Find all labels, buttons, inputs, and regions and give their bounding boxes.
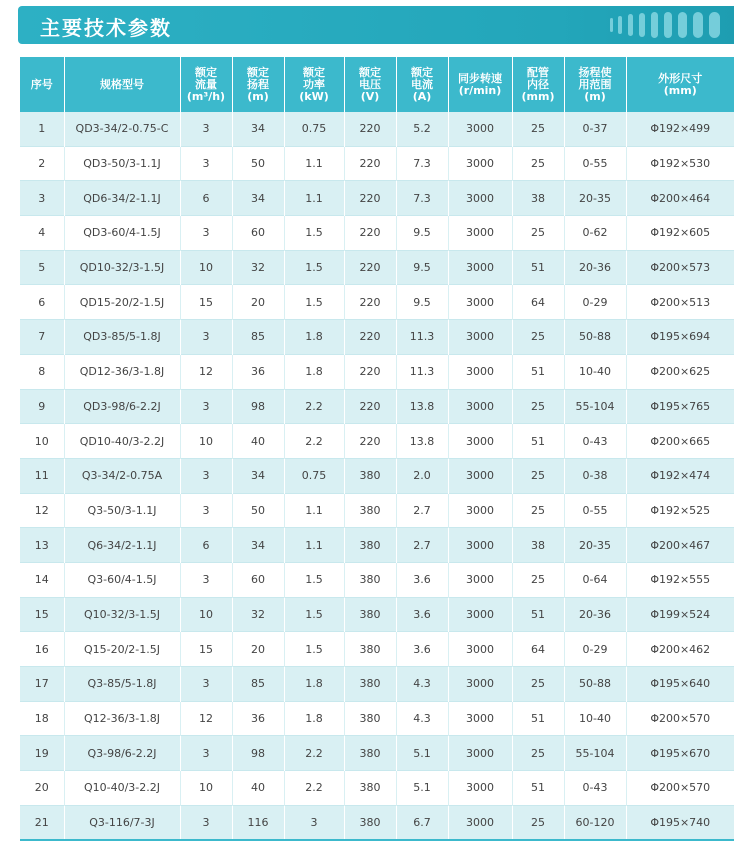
table-cell: 3 <box>180 216 232 251</box>
table-cell: 3000 <box>448 216 512 251</box>
table-cell: Q15-20/2-1.5J <box>64 632 180 667</box>
table-cell: 12 <box>20 493 64 528</box>
table-cell: 0-43 <box>564 771 626 806</box>
table-row <box>20 562 734 597</box>
table-cell: 18 <box>20 701 64 736</box>
column-header-line: (m³/h) <box>186 89 226 103</box>
column-header-line: (V) <box>360 89 380 103</box>
table-cell: 1.5 <box>284 562 344 597</box>
column-header-line: (m) <box>584 89 606 103</box>
table-cell: 64 <box>512 632 564 667</box>
table-cell: 220 <box>344 424 396 459</box>
table-cell: 3000 <box>448 354 512 389</box>
table-cell: 5.1 <box>396 771 448 806</box>
table-cell: 3000 <box>448 181 512 216</box>
table-cell: 380 <box>344 458 396 493</box>
table-cell: Φ192×525 <box>626 493 734 528</box>
table-cell: Φ200×464 <box>626 181 734 216</box>
table-cell: 85 <box>232 320 284 355</box>
table-cell: 13 <box>20 528 64 563</box>
table-row <box>20 632 734 667</box>
table-cell: 2.7 <box>396 528 448 563</box>
table-cell: 51 <box>512 771 564 806</box>
table-cell: Φ200×625 <box>626 354 734 389</box>
table-cell: QD3-85/5-1.8J <box>64 320 180 355</box>
table-cell: 1.1 <box>284 146 344 181</box>
spec-table <box>20 57 734 849</box>
table-cell: 3000 <box>448 146 512 181</box>
table-cell: Q3-34/2-0.75A <box>64 458 180 493</box>
table-cell: Φ195×640 <box>626 667 734 702</box>
table-cell: 3000 <box>448 285 512 320</box>
table-cell: 38 <box>512 181 564 216</box>
column-header <box>512 57 564 112</box>
table-cell: 51 <box>512 250 564 285</box>
table-row <box>20 250 734 285</box>
table-cell: Φ200×513 <box>626 285 734 320</box>
table-cell: 7 <box>20 320 64 355</box>
table-cell: 16 <box>20 632 64 667</box>
table-cell: 20 <box>20 771 64 806</box>
table-cell: 11.3 <box>396 320 448 355</box>
column-header-line: 功率 <box>303 77 325 91</box>
column-header-line: 电流 <box>411 77 433 91</box>
table-cell: QD15-20/2-1.5J <box>64 285 180 320</box>
column-header-line: 外形尺寸 <box>658 71 703 85</box>
table-cell: 10-40 <box>564 701 626 736</box>
table-cell: 11 <box>20 458 64 493</box>
table-cell: 34 <box>232 458 284 493</box>
column-header <box>448 57 512 112</box>
table-cell: 220 <box>344 112 396 146</box>
table-cell: 20 <box>232 632 284 667</box>
table-cell: 3000 <box>448 389 512 424</box>
table-cell: 1.5 <box>284 285 344 320</box>
table-cell: 1.1 <box>284 528 344 563</box>
table-cell: 6 <box>180 528 232 563</box>
table-row <box>20 667 734 702</box>
table-cell: 20 <box>232 285 284 320</box>
table-cell: QD10-32/3-1.5J <box>64 250 180 285</box>
table-cell: Φ192×530 <box>626 146 734 181</box>
table-cell: 3 <box>20 181 64 216</box>
table-cell: Q3-98/6-2.2J <box>64 736 180 771</box>
table-row <box>20 424 734 459</box>
table-cell: QD3-98/6-2.2J <box>64 389 180 424</box>
column-header <box>232 57 284 112</box>
table-cell: Φ192×605 <box>626 216 734 251</box>
table-cell: QD3-50/3-1.1J <box>64 146 180 181</box>
table-cell: 36 <box>232 354 284 389</box>
table-row <box>20 216 734 251</box>
table-row <box>20 354 734 389</box>
table-cell: 220 <box>344 389 396 424</box>
table-cell: 25 <box>512 320 564 355</box>
table-cell: 3 <box>180 805 232 840</box>
table-cell: 3 <box>180 112 232 146</box>
table-cell: 51 <box>512 701 564 736</box>
column-header-line: 配管 <box>527 65 549 79</box>
table-cell: 3 <box>180 320 232 355</box>
column-header <box>344 57 396 112</box>
table-cell: 13.8 <box>396 424 448 459</box>
table-cell: 220 <box>344 250 396 285</box>
table-cell: 5.1 <box>396 736 448 771</box>
table-cell: 25 <box>512 458 564 493</box>
table-cell: 1.5 <box>284 632 344 667</box>
table-cell: 25 <box>512 736 564 771</box>
table-cell: Φ200×467 <box>626 528 734 563</box>
table-cell: 3000 <box>448 632 512 667</box>
table-row <box>20 771 734 806</box>
column-header <box>626 57 734 112</box>
table-cell: QD3-34/2-0.75-C <box>64 112 180 146</box>
table-cell: 10 <box>20 424 64 459</box>
column-header-line: 额定 <box>247 65 269 79</box>
table-cell: 3000 <box>448 424 512 459</box>
table-cell: 64 <box>512 285 564 320</box>
table-cell: 3 <box>180 562 232 597</box>
column-header-line: (mm) <box>663 83 697 97</box>
table-cell: 3000 <box>448 250 512 285</box>
table-cell: 60 <box>232 216 284 251</box>
column-header-line: 流量 <box>195 77 217 91</box>
table-cell: Φ200×462 <box>626 632 734 667</box>
table-cell: 60 <box>232 562 284 597</box>
column-header-line: 电压 <box>359 77 381 91</box>
table-cell: Φ195×765 <box>626 389 734 424</box>
table-cell: Q10-40/3-2.2J <box>64 771 180 806</box>
table-cell: 3000 <box>448 597 512 632</box>
table-cell: Φ195×670 <box>626 736 734 771</box>
table-cell: 1.1 <box>284 493 344 528</box>
table-cell: 116 <box>232 805 284 840</box>
table-cell: QD10-40/3-2.2J <box>64 424 180 459</box>
column-header-line: (r/min) <box>458 83 502 97</box>
table-cell: 380 <box>344 701 396 736</box>
table-cell: 0-64 <box>564 562 626 597</box>
table-cell: 25 <box>512 112 564 146</box>
table-cell: 25 <box>512 389 564 424</box>
table-cell: 1.5 <box>284 216 344 251</box>
table-cell: 34 <box>232 112 284 146</box>
table-cell: 3000 <box>448 493 512 528</box>
table-cell: 20-36 <box>564 250 626 285</box>
table-cell: 51 <box>512 354 564 389</box>
table-cell: 51 <box>512 597 564 632</box>
table-cell: 34 <box>232 181 284 216</box>
table-cell: 220 <box>344 354 396 389</box>
table-cell: 3000 <box>448 562 512 597</box>
table-cell: 36 <box>232 701 284 736</box>
table-cell: QD12-36/3-1.8J <box>64 354 180 389</box>
column-header <box>20 57 64 112</box>
table-cell: 380 <box>344 528 396 563</box>
table-cell: 3000 <box>448 528 512 563</box>
table-cell: 2.2 <box>284 424 344 459</box>
table-cell: 9 <box>20 389 64 424</box>
table-cell: 380 <box>344 597 396 632</box>
table-cell: 20-36 <box>564 597 626 632</box>
table-cell: Φ199×524 <box>626 597 734 632</box>
column-header-line: 额定 <box>195 65 217 79</box>
column-header-line: 额定 <box>303 65 325 79</box>
table-cell: Q10-32/3-1.5J <box>64 597 180 632</box>
column-header-line: 额定 <box>411 65 433 79</box>
table-cell: 3 <box>284 805 344 840</box>
column-header <box>564 57 626 112</box>
table-header-row <box>20 57 734 112</box>
table-cell: 3.6 <box>396 632 448 667</box>
table-cell: 2.2 <box>284 771 344 806</box>
table-cell: 55-104 <box>564 389 626 424</box>
column-header <box>396 57 448 112</box>
column-header-line: (kW) <box>299 89 329 103</box>
table-cell: 25 <box>512 562 564 597</box>
table-cell: 3.6 <box>396 597 448 632</box>
table-cell: 12 <box>180 354 232 389</box>
table-cell: 380 <box>344 805 396 840</box>
table-cell: 0-38 <box>564 458 626 493</box>
table-cell: Φ200×570 <box>626 771 734 806</box>
table-cell: 19 <box>20 736 64 771</box>
table-cell: 6 <box>180 181 232 216</box>
table-cell: 10 <box>180 771 232 806</box>
table-row <box>20 112 734 146</box>
table-cell: 0-55 <box>564 146 626 181</box>
table-cell: 380 <box>344 632 396 667</box>
table-cell: 0-62 <box>564 216 626 251</box>
column-header-line: 扬程使 <box>578 65 612 79</box>
table-cell: 3000 <box>448 667 512 702</box>
table-cell: 40 <box>232 771 284 806</box>
table-cell: 3000 <box>448 458 512 493</box>
table-cell: 7.3 <box>396 181 448 216</box>
column-header-line: (mm) <box>521 89 555 103</box>
table-row <box>20 528 734 563</box>
table-cell: 32 <box>232 597 284 632</box>
table-cell: 3000 <box>448 736 512 771</box>
table-cell: 220 <box>344 146 396 181</box>
table-cell: 3 <box>180 458 232 493</box>
table-cell: 50-88 <box>564 320 626 355</box>
table-cell: 380 <box>344 493 396 528</box>
table-cell: 13.8 <box>396 389 448 424</box>
table-cell: 0.75 <box>284 112 344 146</box>
table-cell: 21 <box>20 805 64 840</box>
table-cell: 4.3 <box>396 701 448 736</box>
decorative-dots <box>606 10 726 40</box>
table-cell: 1.5 <box>284 597 344 632</box>
column-header-line: 用范围 <box>578 77 612 91</box>
table-cell: 3000 <box>448 112 512 146</box>
section-banner <box>18 6 734 44</box>
table-cell: 2.0 <box>396 458 448 493</box>
column-header-line: 同步转速 <box>458 71 502 85</box>
table-cell: QD6-34/2-1.1J <box>64 181 180 216</box>
table-cell: Q3-50/3-1.1J <box>64 493 180 528</box>
column-header-line: 扬程 <box>247 77 269 91</box>
column-header <box>64 57 180 112</box>
table-cell: Φ192×555 <box>626 562 734 597</box>
table-cell: QD3-60/4-1.5J <box>64 216 180 251</box>
column-header-line: (A) <box>412 89 432 103</box>
table-cell: 60-120 <box>564 805 626 840</box>
table-cell: 25 <box>512 667 564 702</box>
table-row <box>20 320 734 355</box>
table-cell: 20-35 <box>564 181 626 216</box>
table-cell: 4.3 <box>396 667 448 702</box>
table-cell: 10 <box>180 424 232 459</box>
table-cell: 25 <box>512 216 564 251</box>
column-header <box>180 57 232 112</box>
table-row <box>20 458 734 493</box>
table-cell: 2 <box>20 146 64 181</box>
table-cell: 1.8 <box>284 667 344 702</box>
table-cell: Φ200×573 <box>626 250 734 285</box>
column-header-line: 额定 <box>359 65 381 79</box>
table-cell: 3 <box>180 493 232 528</box>
column-header-line: 内径 <box>527 77 549 91</box>
table-bottom-rule <box>20 840 734 849</box>
table-cell: 3000 <box>448 805 512 840</box>
table-cell: 8 <box>20 354 64 389</box>
table-cell: 220 <box>344 216 396 251</box>
table-cell: 40 <box>232 424 284 459</box>
table-cell: 15 <box>20 597 64 632</box>
table-cell: 38 <box>512 528 564 563</box>
column-header <box>284 57 344 112</box>
table-cell: Φ192×499 <box>626 112 734 146</box>
table-cell: 220 <box>344 285 396 320</box>
table-cell: 380 <box>344 736 396 771</box>
table-row <box>20 146 734 181</box>
table-row <box>20 181 734 216</box>
table-cell: Φ195×740 <box>626 805 734 840</box>
table-cell: 10 <box>180 250 232 285</box>
table-cell: 0.75 <box>284 458 344 493</box>
table-cell: 3000 <box>448 320 512 355</box>
table-cell: 12 <box>180 701 232 736</box>
table-cell: 25 <box>512 805 564 840</box>
table-cell: Q3-85/5-1.8J <box>64 667 180 702</box>
table-row <box>20 597 734 632</box>
table-cell: 25 <box>512 493 564 528</box>
table-cell: 50 <box>232 146 284 181</box>
table-cell: 14 <box>20 562 64 597</box>
table-cell: 11.3 <box>396 354 448 389</box>
table-cell: 17 <box>20 667 64 702</box>
table-cell: 0-29 <box>564 285 626 320</box>
table-cell: 3000 <box>448 701 512 736</box>
table-cell: 4 <box>20 216 64 251</box>
table-cell: 10-40 <box>564 354 626 389</box>
table-cell: 2.2 <box>284 389 344 424</box>
table-cell: 3 <box>180 146 232 181</box>
table-cell: Q3-60/4-1.5J <box>64 562 180 597</box>
table-cell: 9.5 <box>396 285 448 320</box>
table-cell: 3.6 <box>396 562 448 597</box>
column-header-line: (m) <box>247 89 269 103</box>
table-cell: 0-37 <box>564 112 626 146</box>
table-cell: 1 <box>20 112 64 146</box>
table-cell: 2.2 <box>284 736 344 771</box>
table-row <box>20 493 734 528</box>
table-cell: Φ192×474 <box>626 458 734 493</box>
table-cell: 20-35 <box>564 528 626 563</box>
table-cell: 98 <box>232 736 284 771</box>
table-cell: Φ200×570 <box>626 701 734 736</box>
table-cell: 85 <box>232 667 284 702</box>
table-cell: Q3-116/7-3J <box>64 805 180 840</box>
table-cell: 55-104 <box>564 736 626 771</box>
page-title: 主要技术参数 <box>40 16 172 40</box>
table-cell: 0-43 <box>564 424 626 459</box>
table-cell: 32 <box>232 250 284 285</box>
table-cell: Q6-34/2-1.1J <box>64 528 180 563</box>
table-cell: 3000 <box>448 771 512 806</box>
table-cell: 380 <box>344 667 396 702</box>
table-cell: 220 <box>344 181 396 216</box>
table-cell: 3 <box>180 736 232 771</box>
table-row <box>20 285 734 320</box>
column-header-line: 序号 <box>30 77 53 91</box>
table-cell: 0-29 <box>564 632 626 667</box>
table-cell: 15 <box>180 285 232 320</box>
table-cell: 220 <box>344 320 396 355</box>
table-cell: Φ195×694 <box>626 320 734 355</box>
table-cell: 380 <box>344 562 396 597</box>
table-cell: 1.8 <box>284 354 344 389</box>
table-cell: 1.8 <box>284 701 344 736</box>
table-cell: 34 <box>232 528 284 563</box>
table-row <box>20 389 734 424</box>
table-row <box>20 736 734 771</box>
table-cell: 380 <box>344 771 396 806</box>
table-cell: 25 <box>512 146 564 181</box>
table-cell: 3 <box>180 667 232 702</box>
table-cell: Φ200×665 <box>626 424 734 459</box>
table-cell: 50 <box>232 493 284 528</box>
table-cell: 9.5 <box>396 250 448 285</box>
table-cell: 1.8 <box>284 320 344 355</box>
table-cell: 51 <box>512 424 564 459</box>
table-cell: 0-55 <box>564 493 626 528</box>
table-cell: 5.2 <box>396 112 448 146</box>
table-row <box>20 701 734 736</box>
table-cell: 6.7 <box>396 805 448 840</box>
table-cell: 98 <box>232 389 284 424</box>
table-cell: Q12-36/3-1.8J <box>64 701 180 736</box>
table-cell: 6 <box>20 285 64 320</box>
table-cell: 10 <box>180 597 232 632</box>
table-cell: 1.5 <box>284 250 344 285</box>
table-cell: 9.5 <box>396 216 448 251</box>
table-cell: 5 <box>20 250 64 285</box>
table-cell: 15 <box>180 632 232 667</box>
table-cell: 2.7 <box>396 493 448 528</box>
table-cell: 50-88 <box>564 667 626 702</box>
table-cell: 7.3 <box>396 146 448 181</box>
table-cell: 1.1 <box>284 181 344 216</box>
column-header-line: 规格型号 <box>100 77 144 91</box>
table-cell: 3 <box>180 389 232 424</box>
